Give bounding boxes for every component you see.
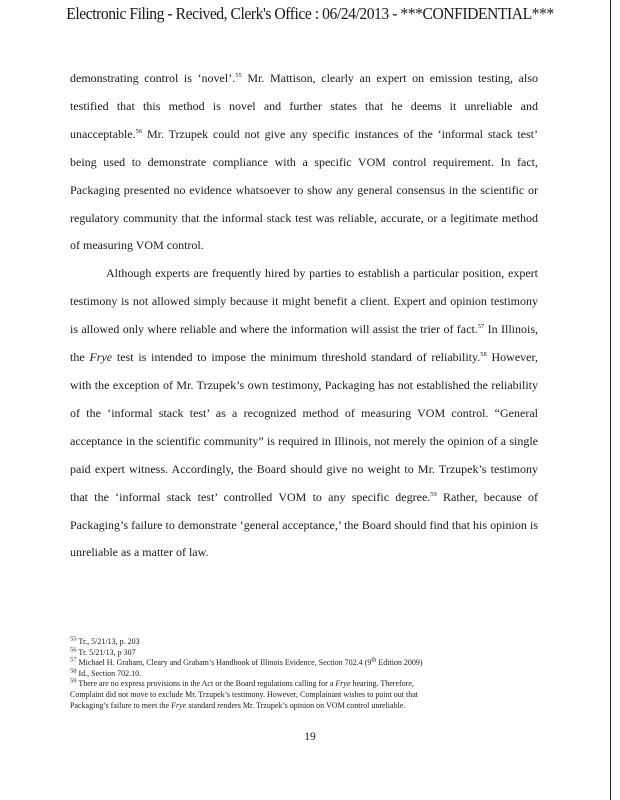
footnotes [70, 637, 540, 711]
footnote-ref-57[interactable]: 57 [477, 323, 485, 331]
footnote-ref-58[interactable]: 58 [480, 351, 487, 359]
footnote-59-line3: Packaging’s failure to meet the Frye standard renders Mr. Trzupek’s opinion on VOM control unreliable. [70, 700, 406, 710]
footnote-55: $^{55}$ Tr., 5/21/13, p. 203 [70, 635, 140, 646]
page-number: 19 [304, 731, 316, 743]
page-edge-line [610, 0, 611, 800]
paragraph-1: demonstrating control is ‘novel’.$^{55}$ Mr. Mattison, clearly an expert on emission testing, also testified that this method is novel and further states that he deems it unreliable and unacceptable.$^{56}$ Mr. Trzupek could not give any specific instances of the ‘informal stack test’ being used to demonstrate compliance with a specific VOM control requirement. In fact, Packaging presented no evidence whatsoever to show any general consensus in the scientific or regulatory community that the informal stack test was reliable, accurate, or a legitimate method of measuring VOM control. [70, 71, 538, 253]
footnote-59: $^{59}$ There are no express provisions in the Act or the Board regulations calling for a Frye hearing. Therefore, [70, 677, 414, 689]
paragraph-2: Although experts are frequently hired by parties to establish a particular position, expert testimony is not allowed simply because it might benefit a client. Expert and opinion testimony is allowed only where reliable and where the information will assist the trier of fact.$^{57}$ In Illinois, the Frye test is intended to impose the minimum threshold standard of reliability.$^{58}$ However, with the exception of Mr. Trzupek’s own testimony, Packaging has not established the reliability of the ‘informal stack test’ as a recognized method of measuring VOM control. “General acceptance in the scientific community” is required in Illinois, not merely the opinion of a single paid expert witness. Accordingly, the Board should give no weight to Mr. Trzupek’s testimony that the ‘informal stack test’ controlled VOM to any specific degree.$^{59}$ Rather, because of Packaging’s failure to demonstrate ‘general acceptance,’ the Board should find that his opinion is unreliable as a matter of law. [70, 266, 539, 560]
body-text [70, 65, 538, 567]
footnote-58: $^{58}$ Id., Section 702.10. [70, 667, 142, 678]
filing-header: Electronic Filing - Recived, Clerk's Office : 06/24/2013 - ***CONFIDENTIAL*** [66, 4, 554, 23]
footnote-56: $^{56}$ Tr. 5/21/13, p 307 [70, 645, 136, 657]
footnote-ref-59[interactable]: 59 [430, 490, 437, 498]
footnote-57: $^{57}$ Michael H. Graham, Cleary and Graham’s Handbook of Illinois Evidence, Section 702.4 (9th Edition 2009) [70, 656, 423, 668]
footnote-ref-56[interactable]: 56 [135, 127, 143, 135]
footnote-ref-55[interactable]: 55 [235, 72, 242, 79]
footnote-59-line2: Complaint did not move to exclude Mr. Trzupek’s testimony. However, Complainant wishes to point out that [70, 689, 419, 699]
